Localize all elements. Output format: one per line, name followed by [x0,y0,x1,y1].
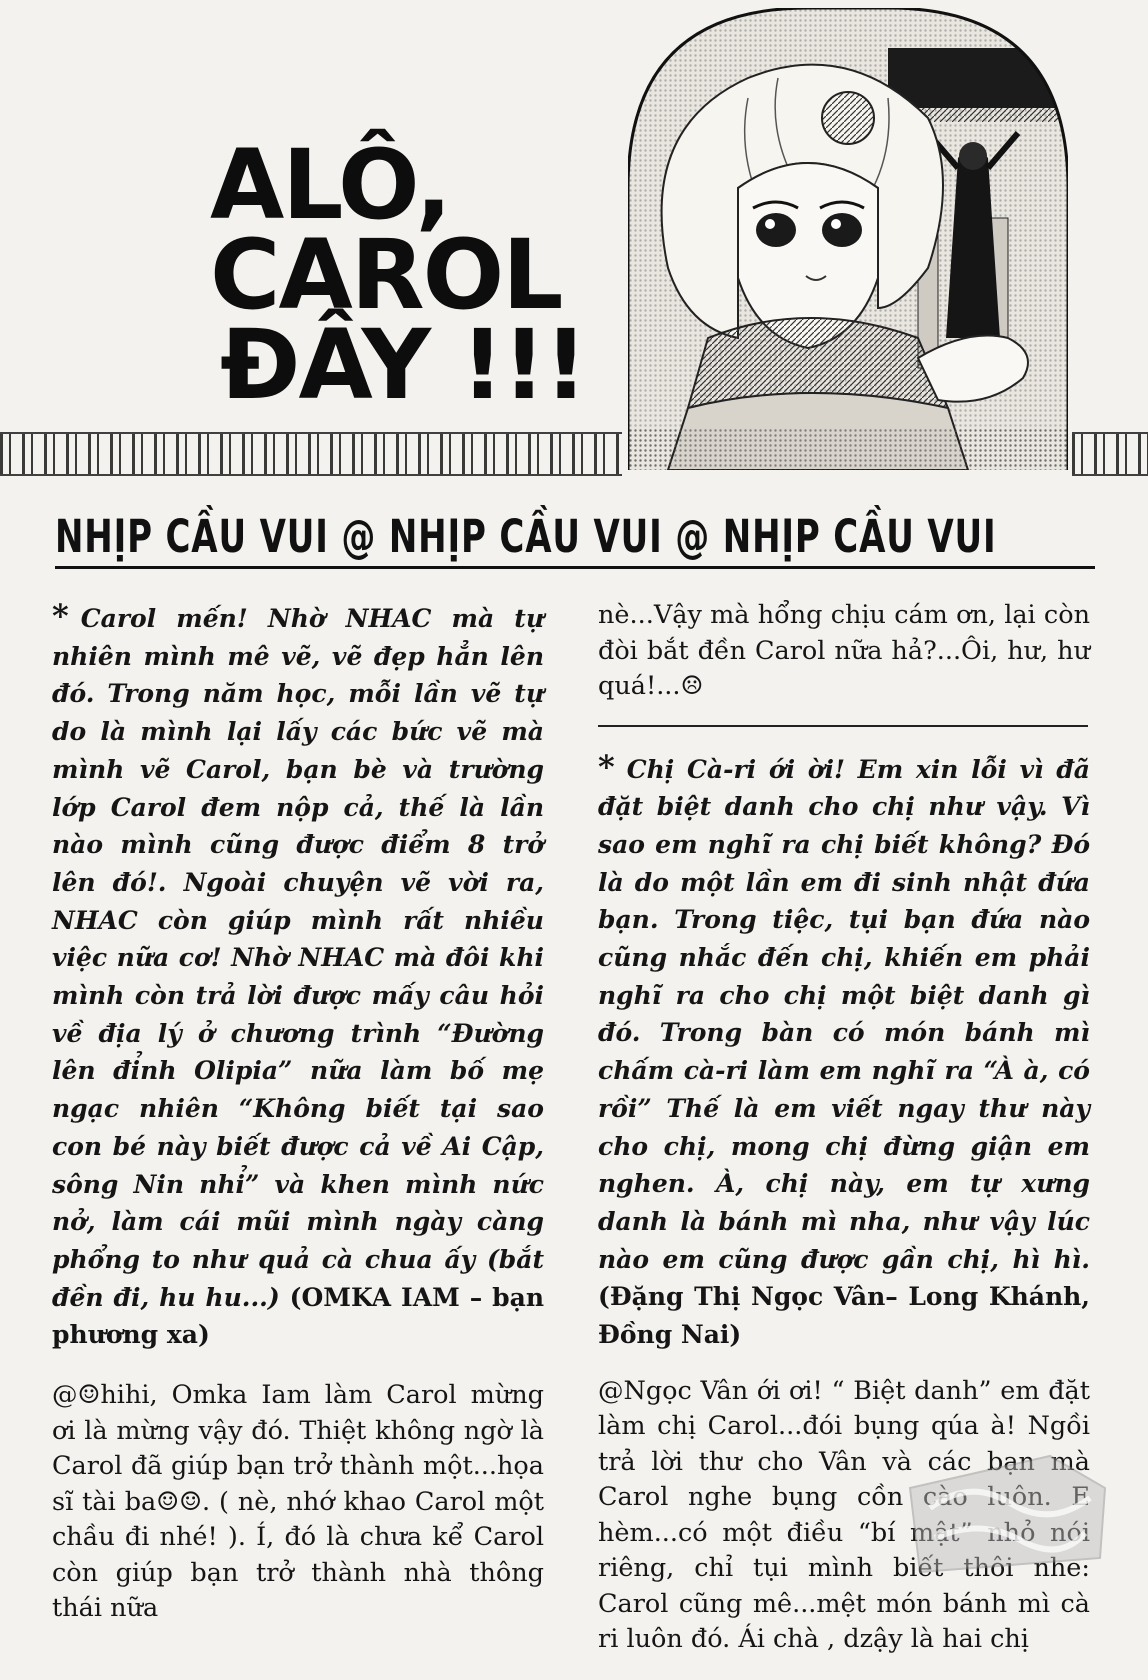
section-heading: NHỊP CẦU VUI @ NHỊP CẦU VUI @ NHỊP CẦU VUI [55,510,997,563]
title-line-2: CAROL [210,219,562,331]
heading-underline [55,566,1095,569]
letter-body: Carol mến! Nhờ NHAC mà tự nhiên mình mê vẽ, vẽ đẹp hẳn lên đó. Trong năm học, mỗi lần vẽ tự do là mình lại lấy các bức vẽ mà mình vẽ Carol, bạn bè và trường lớp Carol đem nộp cả, thế là lần nào mình cũng được điểm 8 trở lên đó!. Ngoài chuyện vẽ vời ra, NHAC còn giúp mình rất nhiều việc nữa cơ! Nhờ NHAC mà đôi khi mình còn trả lời được mấy câu hỏi về địa lý ở chương trình “Đường lên đỉnh Olipia” nữa làm bố mẹ ngạc nhiên “Không biết tại sao con bé này biết được cả về Ai Cập, sông Nin nhỉ” và khen mình nức nở, làm cái mũi mình ngày càng phổng to như quả cà chua ấy (bắt đền đi, hu hu...) [52,604,544,1312]
title-line-3: ĐÂY !!! [220,309,586,421]
letter-divider [598,725,1088,727]
reader-letter-2 [598,749,1090,1354]
carol-reply-1-continued: nè...Vậy mà hổng chịu cám ơn, lại còn đòi bắt đền Carol nữa hả?...Ôi, hư, hư quá!...☹ [598,600,1090,701]
carol-reply-1: @☺hihi, Omka Iam làm Carol mừng ơi là mừng vậy đó. Thiệt không ngờ là Carol đã giúp bạn trở thành một...họa sĩ tài ba☺☺. ( nè, nhớ khao Carol một chầu đi nhé! ). Í, đó là chưa kể Carol còn giúp bạn trở thành nhà thông thái nữa [52,1380,544,1624]
asterisk-marker: * [598,747,615,786]
asterisk-marker: * [52,597,69,635]
decorative-border-left [0,432,622,476]
title-line-1: ALÔ, [210,129,451,241]
letter-signature: (Đặng Thị Ngọc Vân– Long Khánh, Đồng Nai) [598,1282,1090,1350]
letter-body: Chị Cà-ri ới ời! Em xin lỗi vì đã đặt biệt danh cho chị như vậy. Vì sao em nghĩ ra chị biết không? Đó là do một lần em đi sinh nhật đứa bạn. Trong tiệc, tụi bạn đứa nào cũng nhắc đến chị, khiến em phải nghĩ ra cho chị một biệt danh gì đó. Trong bàn có món bánh mì chấm cà-ri làm em nghĩ ra “À à, có rồi” Thế là em viết ngay thư này cho chị, mong chị đừng giận em nghen. À, chị này, em tự xưng danh là bánh mì nha, như vậy lúc nào em cũng được gần chị, hì hì. [598,754,1090,1274]
carol-illustration [628,8,1068,470]
reader-letter-1 [52,598,544,1354]
carol-reply-2: @Ngọc Vân ới ơi! “ Biệt danh” em đặt làm chị Carol...đói bụng qúa à! Ngồi trả lời thư cho Vân và các bạn mà Carol nghe bụng cồn cào luôn. E hèm...có một điều “bí mật” nhỏ nói riêng, chỉ tụi mình biết thôi nhe: Carol cũng mê...mệt món bánh mì cà ri luôn đó. Ái chà , dzậy là hai chị [598,1375,1090,1655]
letter-signature: (OMKA IAM – bạn phương xa) [52,1282,545,1350]
decorative-border-right [1072,432,1148,476]
watermark-logo [900,1448,1110,1576]
left-column [52,598,544,1627]
column-title [210,129,610,421]
